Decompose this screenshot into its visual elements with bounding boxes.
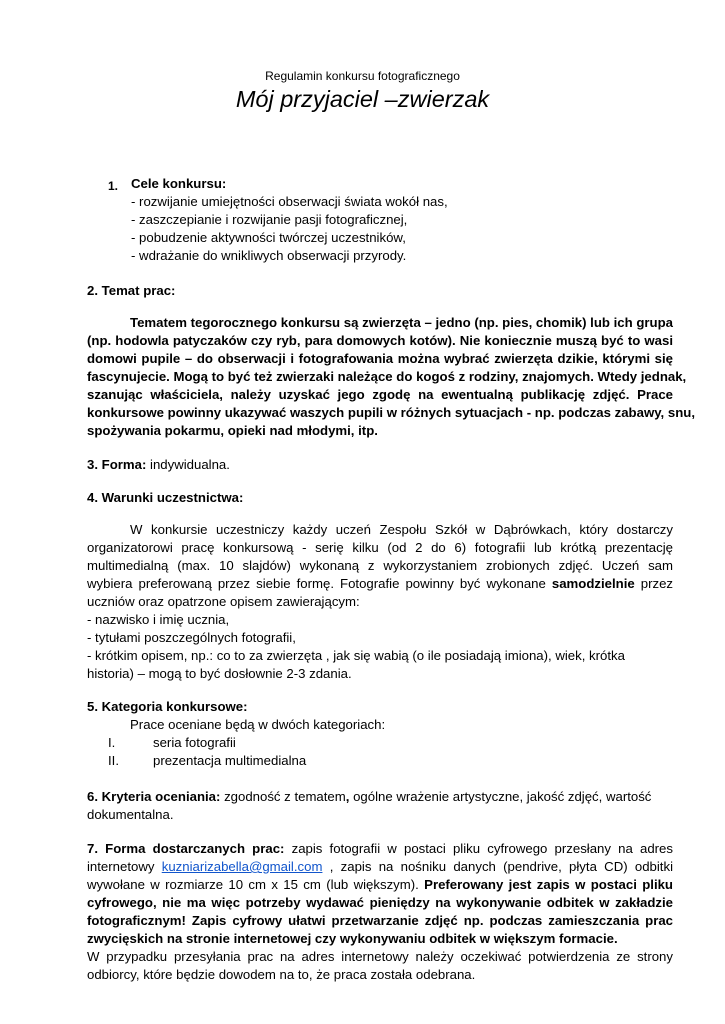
section6-line	[87, 788, 651, 806]
section2-line: Tematem tegorocznego konkursu są zwierzęta – jedno (np. pies, chomik) lub ich grupa	[130, 315, 673, 330]
section6-heading: 6. Kryteria oceniania:	[87, 789, 221, 804]
document-subtitle: Regulamin konkursu fotograficznego	[265, 69, 460, 83]
section6-text-b: ogólne wrażenie artystyczne, jakość zdjęć, wartość	[349, 789, 652, 804]
section1-number: 1.	[108, 179, 119, 193]
section4-line: W konkursie uczestniczy każdy uczeń Zespołu Szkół w Dąbrówkach, który dostarczy	[130, 522, 673, 537]
list-item: - pobudzenie aktywności twórczej uczestników,	[131, 230, 406, 245]
section7-line: fotograficznym! Zapis cyfrowy ułatwi przetwarzanie zdjęć np. podczas zamieszczania prac	[87, 913, 673, 928]
section7-line: cyfrowego, nie ma więc potrzeby wydawać pieniędzy na wykonywanie odbitek w zakładzie	[87, 895, 673, 910]
section7-line	[87, 876, 673, 894]
email-link[interactable]: kuzniarizabella@gmail.com	[161, 859, 323, 874]
section7-line: zwycięskich na stronie internetowej czy wykonywaniu odbitek w większym formacie.	[87, 931, 618, 946]
section4-line4-after: przez	[634, 576, 673, 591]
section2-heading: 2. Temat prac:	[87, 283, 176, 298]
list-item: - nazwisko i imię ucznia,	[87, 612, 230, 627]
section4-line: multimedialną (max. 10 slajdów) wykonaną z wykorzystaniem zrobionych zdjęć. Uczeń sam	[87, 558, 673, 573]
section7-line: W przypadku przesyłania prac na adres internetowy należy oczekiwać potwierdzenia ze strony	[87, 949, 673, 964]
section6-text-a: zgodność z tematem	[220, 789, 346, 804]
list-item: - zaszczepianie i rozwijanie pasji fotograficznej,	[131, 212, 408, 227]
section4-line: uczniów oraz opatrzone opisem zawierającym:	[87, 594, 360, 609]
section7-line3-bold: Preferowany jest zapis w postaci pliku	[424, 877, 673, 892]
section4-line4-bold: samodzielnie	[551, 576, 635, 591]
section7-line	[87, 858, 673, 876]
category-label: prezentacja multimedialna	[153, 753, 307, 768]
list-item: - krótkim opisem, np.: co to za zwierzęta , jak się wabią (o ile posiadają imiona), wiek, krótka	[87, 648, 625, 663]
list-item-continuation: historia) – mogą to być dosłownie 2-3 zdania.	[87, 666, 352, 681]
document-title: Mój przyjaciel –zwierzak	[235, 86, 490, 112]
section4-line4-before: wybiera preferowaną przez siebie formę. Fotografie powinny być wykonane	[87, 576, 552, 591]
section4-heading: 4. Warunki uczestnictwa:	[87, 490, 244, 505]
section3-line	[87, 456, 230, 474]
section2-line: spożywania pokarmu, opieki nad młodymi, itp.	[87, 423, 378, 438]
section7-line	[87, 840, 673, 858]
category-label: seria fotografii	[153, 735, 236, 750]
section4-line	[87, 575, 673, 593]
section2-line: fascynujecie. Mogą to być też zwierzaki należące do kogoś z rodziny, znajomych. Wtedy jednak,	[87, 369, 687, 384]
section6-comma: ,	[345, 789, 350, 804]
section4-line: organizatorowi pracę konkursową - serię kilku (od 2 do 6) fotografii lub krótką prezentację	[87, 540, 673, 555]
category-numeral: II.	[108, 753, 119, 768]
list-item: - tytułami poszczególnych fotografii,	[87, 630, 296, 645]
category-numeral: I.	[108, 735, 116, 750]
section7-line2-after: , zapis na nośniku danych (pendrive, płyta CD) odbitki	[322, 859, 673, 874]
section2-line: domowi pupile – do obserwacji i fotografowania można wybrać zwierzęta dzikie, którymi się	[87, 351, 673, 366]
section7-heading: 7. Forma dostarczanych prac:	[87, 841, 285, 856]
section7-line2-before: internetowy	[87, 859, 162, 874]
section2-line: konkursowe powinny ukazywać waszych pupili w różnych sytuacjach - np. podczas zabawy, snu,	[87, 405, 695, 420]
list-item: - wdrażanie do wnikliwych obserwacji przyrody.	[131, 248, 407, 263]
section5-intro: Prace oceniane będą w dwóch kategoriach:	[130, 717, 386, 732]
section3-heading: 3. Forma:	[87, 457, 147, 472]
section7-line: odbiorcy, które będzie dowodem na to, że praca została odebrana.	[87, 967, 476, 982]
section7-line3-plain: wywołane w rozmiarze 10 cm x 15 cm (lub większym).	[87, 877, 425, 892]
section7-line1-rest: zapis fotografii w postaci pliku cyfrowego przesłany na adres	[284, 841, 673, 856]
section6-line: dokumentalna.	[87, 807, 174, 822]
list-item: - rozwijanie umiejętności obserwacji świata wokół nas,	[131, 194, 448, 209]
section2-line: (np. hodowla patyczaków czy ryb, para domowych kotów). Nie koniecznie muszą być to wasi	[87, 333, 673, 348]
section3-value: indywidualna.	[146, 457, 230, 472]
section1-heading: Cele konkursu:	[131, 176, 227, 191]
section2-line: szanując właściciela, należy uzyskać jego zgodę na ewentualną publikację zdjęć. Prace	[87, 387, 673, 402]
section5-heading: 5. Kategoria konkursowe:	[87, 699, 248, 714]
